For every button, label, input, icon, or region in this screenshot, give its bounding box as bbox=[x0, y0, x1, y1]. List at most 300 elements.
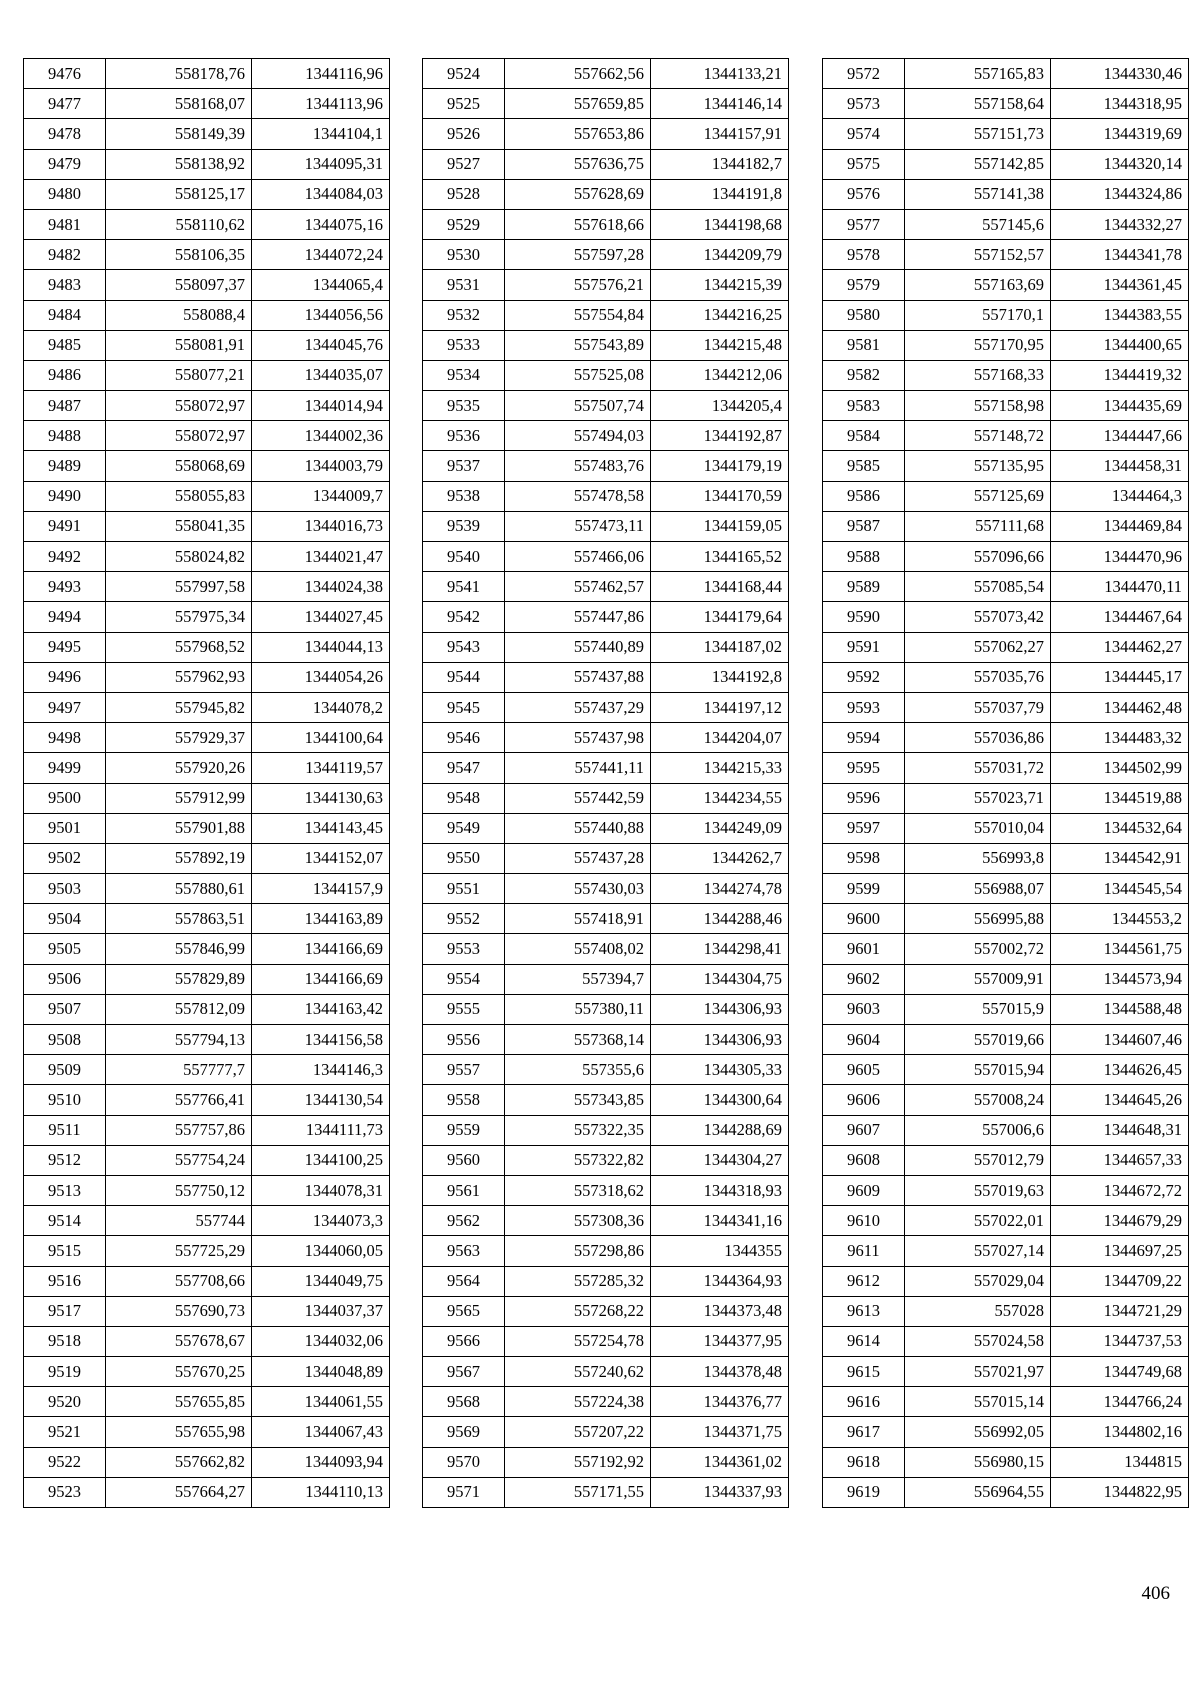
table-row bbox=[423, 391, 789, 421]
y-coordinate-cell: 1344078,31 bbox=[252, 1175, 390, 1205]
table-row bbox=[423, 904, 789, 934]
point-number-cell: 9585 bbox=[823, 451, 905, 481]
x-coordinate-cell: 557308,36 bbox=[505, 1206, 651, 1236]
x-coordinate-cell: 557430,03 bbox=[505, 874, 651, 904]
point-number-cell: 9513 bbox=[24, 1175, 106, 1205]
y-coordinate-cell: 1344216,25 bbox=[651, 300, 789, 330]
point-number-cell: 9521 bbox=[24, 1417, 106, 1447]
x-coordinate-cell: 557912,99 bbox=[106, 783, 252, 813]
table-row bbox=[423, 602, 789, 632]
x-coordinate-cell: 557812,09 bbox=[106, 994, 252, 1024]
point-number-cell: 9490 bbox=[24, 481, 106, 511]
point-number-cell: 9500 bbox=[24, 783, 106, 813]
table-row bbox=[823, 542, 1189, 572]
point-number-cell: 9611 bbox=[823, 1236, 905, 1266]
x-coordinate-cell: 557794,13 bbox=[106, 1025, 252, 1055]
x-coordinate-cell: 557437,98 bbox=[505, 723, 651, 753]
page-number: 406 bbox=[1141, 1583, 1170, 1604]
point-number-cell: 9602 bbox=[823, 964, 905, 994]
x-coordinate-cell: 557576,21 bbox=[505, 270, 651, 300]
y-coordinate-cell: 1344721,29 bbox=[1051, 1296, 1189, 1326]
point-number-cell: 9502 bbox=[24, 843, 106, 873]
table-row bbox=[823, 1357, 1189, 1387]
point-number-cell: 9551 bbox=[423, 874, 505, 904]
x-coordinate-cell: 557240,62 bbox=[505, 1357, 651, 1387]
x-coordinate-cell: 557148,72 bbox=[905, 421, 1051, 451]
x-coordinate-cell: 557725,29 bbox=[106, 1236, 252, 1266]
x-coordinate-cell: 557158,98 bbox=[905, 391, 1051, 421]
y-coordinate-cell: 1344163,42 bbox=[252, 994, 390, 1024]
point-number-cell: 9527 bbox=[423, 149, 505, 179]
point-number-cell: 9528 bbox=[423, 179, 505, 209]
y-coordinate-cell: 1344377,95 bbox=[651, 1326, 789, 1356]
y-coordinate-cell: 1344204,07 bbox=[651, 723, 789, 753]
point-number-cell: 9554 bbox=[423, 964, 505, 994]
x-coordinate-cell: 558041,35 bbox=[106, 511, 252, 541]
x-coordinate-cell: 557009,91 bbox=[905, 964, 1051, 994]
y-coordinate-cell: 1344130,63 bbox=[252, 783, 390, 813]
y-coordinate-cell: 1344588,48 bbox=[1051, 994, 1189, 1024]
point-number-cell: 9574 bbox=[823, 119, 905, 149]
x-coordinate-cell: 557168,33 bbox=[905, 360, 1051, 390]
point-number-cell: 9503 bbox=[24, 874, 106, 904]
table-row bbox=[24, 813, 390, 843]
y-coordinate-cell: 1344657,33 bbox=[1051, 1145, 1189, 1175]
table-row bbox=[24, 421, 390, 451]
table-row bbox=[24, 1055, 390, 1085]
x-coordinate-cell: 557037,79 bbox=[905, 692, 1051, 722]
table-row bbox=[423, 119, 789, 149]
x-coordinate-cell: 557494,03 bbox=[505, 421, 651, 451]
table-row bbox=[423, 1025, 789, 1055]
x-coordinate-cell: 558072,97 bbox=[106, 421, 252, 451]
point-number-cell: 9543 bbox=[423, 632, 505, 662]
x-coordinate-cell: 557754,24 bbox=[106, 1145, 252, 1175]
table-row bbox=[823, 360, 1189, 390]
x-coordinate-cell: 557997,58 bbox=[106, 572, 252, 602]
y-coordinate-cell: 1344306,93 bbox=[651, 1025, 789, 1055]
point-number-cell: 9572 bbox=[823, 59, 905, 89]
table-row bbox=[24, 149, 390, 179]
point-number-cell: 9560 bbox=[423, 1145, 505, 1175]
y-coordinate-cell: 1344234,55 bbox=[651, 783, 789, 813]
x-coordinate-cell: 557442,59 bbox=[505, 783, 651, 813]
point-number-cell: 9591 bbox=[823, 632, 905, 662]
table-row bbox=[24, 119, 390, 149]
y-coordinate-cell: 1344100,25 bbox=[252, 1145, 390, 1175]
y-coordinate-cell: 1344542,91 bbox=[1051, 843, 1189, 873]
table-row bbox=[823, 1326, 1189, 1356]
point-number-cell: 9580 bbox=[823, 300, 905, 330]
point-number-cell: 9583 bbox=[823, 391, 905, 421]
x-coordinate-cell: 557029,04 bbox=[905, 1266, 1051, 1296]
table-row bbox=[823, 753, 1189, 783]
x-coordinate-cell: 557368,14 bbox=[505, 1025, 651, 1055]
point-number-cell: 9494 bbox=[24, 602, 106, 632]
table-row bbox=[423, 59, 789, 89]
point-number-cell: 9530 bbox=[423, 240, 505, 270]
y-coordinate-cell: 1344157,9 bbox=[252, 874, 390, 904]
point-number-cell: 9564 bbox=[423, 1266, 505, 1296]
y-coordinate-cell: 1344049,75 bbox=[252, 1266, 390, 1296]
table-row bbox=[24, 1236, 390, 1266]
x-coordinate-cell: 557028 bbox=[905, 1296, 1051, 1326]
point-number-cell: 9614 bbox=[823, 1326, 905, 1356]
table-row bbox=[24, 481, 390, 511]
y-coordinate-cell: 1344209,79 bbox=[651, 240, 789, 270]
y-coordinate-cell: 1344607,46 bbox=[1051, 1025, 1189, 1055]
x-coordinate-cell: 557750,12 bbox=[106, 1175, 252, 1205]
x-coordinate-cell: 558125,17 bbox=[106, 179, 252, 209]
x-coordinate-cell: 557597,28 bbox=[505, 240, 651, 270]
y-coordinate-cell: 1344330,46 bbox=[1051, 59, 1189, 89]
x-coordinate-cell: 556995,88 bbox=[905, 904, 1051, 934]
y-coordinate-cell: 1344067,43 bbox=[252, 1417, 390, 1447]
point-number-cell: 9601 bbox=[823, 934, 905, 964]
x-coordinate-cell: 556964,55 bbox=[905, 1477, 1051, 1507]
x-coordinate-cell: 557322,35 bbox=[505, 1115, 651, 1145]
table-row bbox=[24, 511, 390, 541]
table-row bbox=[423, 1447, 789, 1477]
point-number-cell: 9545 bbox=[423, 692, 505, 722]
point-number-cell: 9497 bbox=[24, 692, 106, 722]
point-number-cell: 9552 bbox=[423, 904, 505, 934]
table-row bbox=[423, 1357, 789, 1387]
point-number-cell: 9616 bbox=[823, 1387, 905, 1417]
table-row bbox=[423, 1296, 789, 1326]
y-coordinate-cell: 1344815 bbox=[1051, 1447, 1189, 1477]
point-number-cell: 9508 bbox=[24, 1025, 106, 1055]
point-number-cell: 9600 bbox=[823, 904, 905, 934]
table-row bbox=[423, 360, 789, 390]
table-row bbox=[423, 1326, 789, 1356]
table-row bbox=[24, 542, 390, 572]
point-number-cell: 9609 bbox=[823, 1175, 905, 1205]
y-coordinate-cell: 1344502,99 bbox=[1051, 753, 1189, 783]
y-coordinate-cell: 1344435,69 bbox=[1051, 391, 1189, 421]
x-coordinate-cell: 557863,51 bbox=[106, 904, 252, 934]
x-coordinate-cell: 557543,89 bbox=[505, 330, 651, 360]
table-row bbox=[423, 843, 789, 873]
point-number-cell: 9523 bbox=[24, 1477, 106, 1507]
y-coordinate-cell: 1344056,56 bbox=[252, 300, 390, 330]
point-number-cell: 9495 bbox=[24, 632, 106, 662]
point-number-cell: 9480 bbox=[24, 179, 106, 209]
point-number-cell: 9476 bbox=[24, 59, 106, 89]
y-coordinate-cell: 1344060,05 bbox=[252, 1236, 390, 1266]
x-coordinate-cell: 558110,62 bbox=[106, 209, 252, 239]
point-number-cell: 9491 bbox=[24, 511, 106, 541]
point-number-cell: 9484 bbox=[24, 300, 106, 330]
table-row bbox=[423, 662, 789, 692]
x-coordinate-cell: 557019,63 bbox=[905, 1175, 1051, 1205]
x-coordinate-cell: 557901,88 bbox=[106, 813, 252, 843]
x-coordinate-cell: 558081,91 bbox=[106, 330, 252, 360]
y-coordinate-cell: 1344198,68 bbox=[651, 209, 789, 239]
y-coordinate-cell: 1344163,89 bbox=[252, 904, 390, 934]
y-coordinate-cell: 1344305,33 bbox=[651, 1055, 789, 1085]
x-coordinate-cell: 557670,25 bbox=[106, 1357, 252, 1387]
point-number-cell: 9556 bbox=[423, 1025, 505, 1055]
x-coordinate-cell: 557027,14 bbox=[905, 1236, 1051, 1266]
y-coordinate-cell: 1344373,48 bbox=[651, 1296, 789, 1326]
y-coordinate-cell: 1344024,38 bbox=[252, 572, 390, 602]
y-coordinate-cell: 1344110,13 bbox=[252, 1477, 390, 1507]
table-row bbox=[823, 904, 1189, 934]
y-coordinate-cell: 1344146,3 bbox=[252, 1055, 390, 1085]
x-coordinate-cell: 557224,38 bbox=[505, 1387, 651, 1417]
table-row bbox=[423, 1055, 789, 1085]
x-coordinate-cell: 557678,67 bbox=[106, 1326, 252, 1356]
table-row bbox=[423, 481, 789, 511]
point-number-cell: 9511 bbox=[24, 1115, 106, 1145]
table-row bbox=[423, 632, 789, 662]
y-coordinate-cell: 1344187,02 bbox=[651, 632, 789, 662]
table-row bbox=[24, 934, 390, 964]
table-row bbox=[423, 692, 789, 722]
table-row bbox=[423, 572, 789, 602]
y-coordinate-cell: 1344470,96 bbox=[1051, 542, 1189, 572]
table-row bbox=[24, 1357, 390, 1387]
point-number-cell: 9603 bbox=[823, 994, 905, 1024]
table-row bbox=[823, 1236, 1189, 1266]
x-coordinate-cell: 557318,62 bbox=[505, 1175, 651, 1205]
point-number-cell: 9607 bbox=[823, 1115, 905, 1145]
y-coordinate-cell: 1344300,64 bbox=[651, 1085, 789, 1115]
x-coordinate-cell: 557662,56 bbox=[505, 59, 651, 89]
table-row bbox=[24, 1025, 390, 1055]
table-row bbox=[24, 300, 390, 330]
y-coordinate-cell: 1344709,22 bbox=[1051, 1266, 1189, 1296]
point-number-cell: 9586 bbox=[823, 481, 905, 511]
y-coordinate-cell: 1344104,1 bbox=[252, 119, 390, 149]
x-coordinate-cell: 557163,69 bbox=[905, 270, 1051, 300]
point-number-cell: 9546 bbox=[423, 723, 505, 753]
point-number-cell: 9566 bbox=[423, 1326, 505, 1356]
y-coordinate-cell: 1344197,12 bbox=[651, 692, 789, 722]
y-coordinate-cell: 1344146,14 bbox=[651, 89, 789, 119]
y-coordinate-cell: 1344100,64 bbox=[252, 723, 390, 753]
x-coordinate-cell: 557618,66 bbox=[505, 209, 651, 239]
x-coordinate-cell: 557298,86 bbox=[505, 1236, 651, 1266]
y-coordinate-cell: 1344364,93 bbox=[651, 1266, 789, 1296]
y-coordinate-cell: 1344078,2 bbox=[252, 692, 390, 722]
x-coordinate-cell: 557015,14 bbox=[905, 1387, 1051, 1417]
point-number-cell: 9593 bbox=[823, 692, 905, 722]
y-coordinate-cell: 1344519,88 bbox=[1051, 783, 1189, 813]
point-number-cell: 9517 bbox=[24, 1296, 106, 1326]
point-number-cell: 9618 bbox=[823, 1447, 905, 1477]
x-coordinate-cell: 557408,02 bbox=[505, 934, 651, 964]
table-row bbox=[423, 300, 789, 330]
point-number-cell: 9496 bbox=[24, 662, 106, 692]
table-row bbox=[823, 209, 1189, 239]
y-coordinate-cell: 1344298,41 bbox=[651, 934, 789, 964]
x-coordinate-cell: 557962,93 bbox=[106, 662, 252, 692]
y-coordinate-cell: 1344215,33 bbox=[651, 753, 789, 783]
y-coordinate-cell: 1344133,21 bbox=[651, 59, 789, 89]
x-coordinate-cell: 557170,1 bbox=[905, 300, 1051, 330]
x-coordinate-cell: 557757,86 bbox=[106, 1115, 252, 1145]
x-coordinate-cell: 557008,24 bbox=[905, 1085, 1051, 1115]
y-coordinate-cell: 1344672,72 bbox=[1051, 1175, 1189, 1205]
y-coordinate-cell: 1344192,8 bbox=[651, 662, 789, 692]
point-number-cell: 9505 bbox=[24, 934, 106, 964]
x-coordinate-cell: 557441,11 bbox=[505, 753, 651, 783]
table-row bbox=[423, 511, 789, 541]
y-coordinate-cell: 1344048,89 bbox=[252, 1357, 390, 1387]
y-coordinate-cell: 1344182,7 bbox=[651, 149, 789, 179]
point-number-cell: 9568 bbox=[423, 1387, 505, 1417]
point-number-cell: 9608 bbox=[823, 1145, 905, 1175]
point-number-cell: 9518 bbox=[24, 1326, 106, 1356]
x-coordinate-cell: 557636,75 bbox=[505, 149, 651, 179]
y-coordinate-cell: 1344065,4 bbox=[252, 270, 390, 300]
x-coordinate-cell: 557440,89 bbox=[505, 632, 651, 662]
y-coordinate-cell: 1344021,47 bbox=[252, 542, 390, 572]
y-coordinate-cell: 1344626,45 bbox=[1051, 1055, 1189, 1085]
coordinate-table-2 bbox=[422, 58, 789, 1508]
x-coordinate-cell: 557035,76 bbox=[905, 662, 1051, 692]
y-coordinate-cell: 1344332,27 bbox=[1051, 209, 1189, 239]
x-coordinate-cell: 557653,86 bbox=[505, 119, 651, 149]
point-number-cell: 9553 bbox=[423, 934, 505, 964]
table-row bbox=[24, 753, 390, 783]
point-number-cell: 9584 bbox=[823, 421, 905, 451]
y-coordinate-cell: 1344179,19 bbox=[651, 451, 789, 481]
y-coordinate-cell: 1344215,39 bbox=[651, 270, 789, 300]
x-coordinate-cell: 557462,57 bbox=[505, 572, 651, 602]
table-row bbox=[24, 1145, 390, 1175]
y-coordinate-cell: 1344447,66 bbox=[1051, 421, 1189, 451]
table-row bbox=[423, 1175, 789, 1205]
table-row bbox=[423, 209, 789, 239]
y-coordinate-cell: 1344306,93 bbox=[651, 994, 789, 1024]
x-coordinate-cell: 557015,9 bbox=[905, 994, 1051, 1024]
point-number-cell: 9610 bbox=[823, 1206, 905, 1236]
point-number-cell: 9598 bbox=[823, 843, 905, 873]
x-coordinate-cell: 557031,72 bbox=[905, 753, 1051, 783]
table-row bbox=[823, 1115, 1189, 1145]
table-row bbox=[24, 89, 390, 119]
point-number-cell: 9617 bbox=[823, 1417, 905, 1447]
y-coordinate-cell: 1344157,91 bbox=[651, 119, 789, 149]
point-number-cell: 9576 bbox=[823, 179, 905, 209]
point-number-cell: 9578 bbox=[823, 240, 905, 270]
table-row bbox=[423, 723, 789, 753]
x-coordinate-cell: 557473,11 bbox=[505, 511, 651, 541]
table-row bbox=[423, 179, 789, 209]
point-number-cell: 9507 bbox=[24, 994, 106, 1024]
y-coordinate-cell: 1344341,16 bbox=[651, 1206, 789, 1236]
point-number-cell: 9532 bbox=[423, 300, 505, 330]
x-coordinate-cell: 557036,86 bbox=[905, 723, 1051, 753]
y-coordinate-cell: 1344766,24 bbox=[1051, 1387, 1189, 1417]
table-row bbox=[24, 360, 390, 390]
x-coordinate-cell: 557846,99 bbox=[106, 934, 252, 964]
table-row bbox=[823, 692, 1189, 722]
y-coordinate-cell: 1344274,78 bbox=[651, 874, 789, 904]
y-coordinate-cell: 1344371,75 bbox=[651, 1417, 789, 1447]
table-row bbox=[823, 421, 1189, 451]
point-number-cell: 9481 bbox=[24, 209, 106, 239]
table-row bbox=[24, 240, 390, 270]
x-coordinate-cell: 557022,01 bbox=[905, 1206, 1051, 1236]
x-coordinate-cell: 557165,83 bbox=[905, 59, 1051, 89]
table-row bbox=[24, 692, 390, 722]
table-row bbox=[24, 391, 390, 421]
point-number-cell: 9483 bbox=[24, 270, 106, 300]
table-row bbox=[423, 89, 789, 119]
y-coordinate-cell: 1344027,45 bbox=[252, 602, 390, 632]
y-coordinate-cell: 1344084,03 bbox=[252, 179, 390, 209]
y-coordinate-cell: 1344318,93 bbox=[651, 1175, 789, 1205]
x-coordinate-cell: 557285,32 bbox=[505, 1266, 651, 1296]
x-coordinate-cell: 557322,82 bbox=[505, 1145, 651, 1175]
x-coordinate-cell: 557010,04 bbox=[905, 813, 1051, 843]
point-number-cell: 9501 bbox=[24, 813, 106, 843]
table-row bbox=[423, 1145, 789, 1175]
point-number-cell: 9569 bbox=[423, 1417, 505, 1447]
x-coordinate-cell: 557152,57 bbox=[905, 240, 1051, 270]
table-row bbox=[24, 994, 390, 1024]
y-coordinate-cell: 1344288,69 bbox=[651, 1115, 789, 1145]
y-coordinate-cell: 1344802,16 bbox=[1051, 1417, 1189, 1447]
x-coordinate-cell: 556988,07 bbox=[905, 874, 1051, 904]
x-coordinate-cell: 558072,97 bbox=[106, 391, 252, 421]
x-coordinate-cell: 557355,6 bbox=[505, 1055, 651, 1085]
y-coordinate-cell: 1344469,84 bbox=[1051, 511, 1189, 541]
point-number-cell: 9547 bbox=[423, 753, 505, 783]
table-row bbox=[24, 1326, 390, 1356]
point-number-cell: 9557 bbox=[423, 1055, 505, 1085]
x-coordinate-cell: 557554,84 bbox=[505, 300, 651, 330]
point-number-cell: 9559 bbox=[423, 1115, 505, 1145]
point-number-cell: 9492 bbox=[24, 542, 106, 572]
table-row bbox=[24, 270, 390, 300]
x-coordinate-cell: 557073,42 bbox=[905, 602, 1051, 632]
table-row bbox=[24, 843, 390, 873]
table-row bbox=[423, 330, 789, 360]
x-coordinate-cell: 557440,88 bbox=[505, 813, 651, 843]
point-number-cell: 9485 bbox=[24, 330, 106, 360]
table-row bbox=[24, 1417, 390, 1447]
x-coordinate-cell: 558138,92 bbox=[106, 149, 252, 179]
table-row bbox=[823, 1447, 1189, 1477]
x-coordinate-cell: 557135,95 bbox=[905, 451, 1051, 481]
y-coordinate-cell: 1344168,44 bbox=[651, 572, 789, 602]
y-coordinate-cell: 1344016,73 bbox=[252, 511, 390, 541]
point-number-cell: 9512 bbox=[24, 1145, 106, 1175]
table-row bbox=[823, 330, 1189, 360]
point-number-cell: 9599 bbox=[823, 874, 905, 904]
y-coordinate-cell: 1344002,36 bbox=[252, 421, 390, 451]
table-row bbox=[423, 1206, 789, 1236]
y-coordinate-cell: 1344045,76 bbox=[252, 330, 390, 360]
table-row bbox=[823, 632, 1189, 662]
x-coordinate-cell: 557125,69 bbox=[905, 481, 1051, 511]
y-coordinate-cell: 1344679,29 bbox=[1051, 1206, 1189, 1236]
table-row bbox=[24, 1085, 390, 1115]
x-coordinate-cell: 557478,58 bbox=[505, 481, 651, 511]
y-coordinate-cell: 1344165,52 bbox=[651, 542, 789, 572]
table-row bbox=[24, 904, 390, 934]
x-coordinate-cell: 557062,27 bbox=[905, 632, 1051, 662]
y-coordinate-cell: 1344032,06 bbox=[252, 1326, 390, 1356]
table-row bbox=[24, 1115, 390, 1145]
y-coordinate-cell: 1344545,54 bbox=[1051, 874, 1189, 904]
y-coordinate-cell: 1344464,3 bbox=[1051, 481, 1189, 511]
